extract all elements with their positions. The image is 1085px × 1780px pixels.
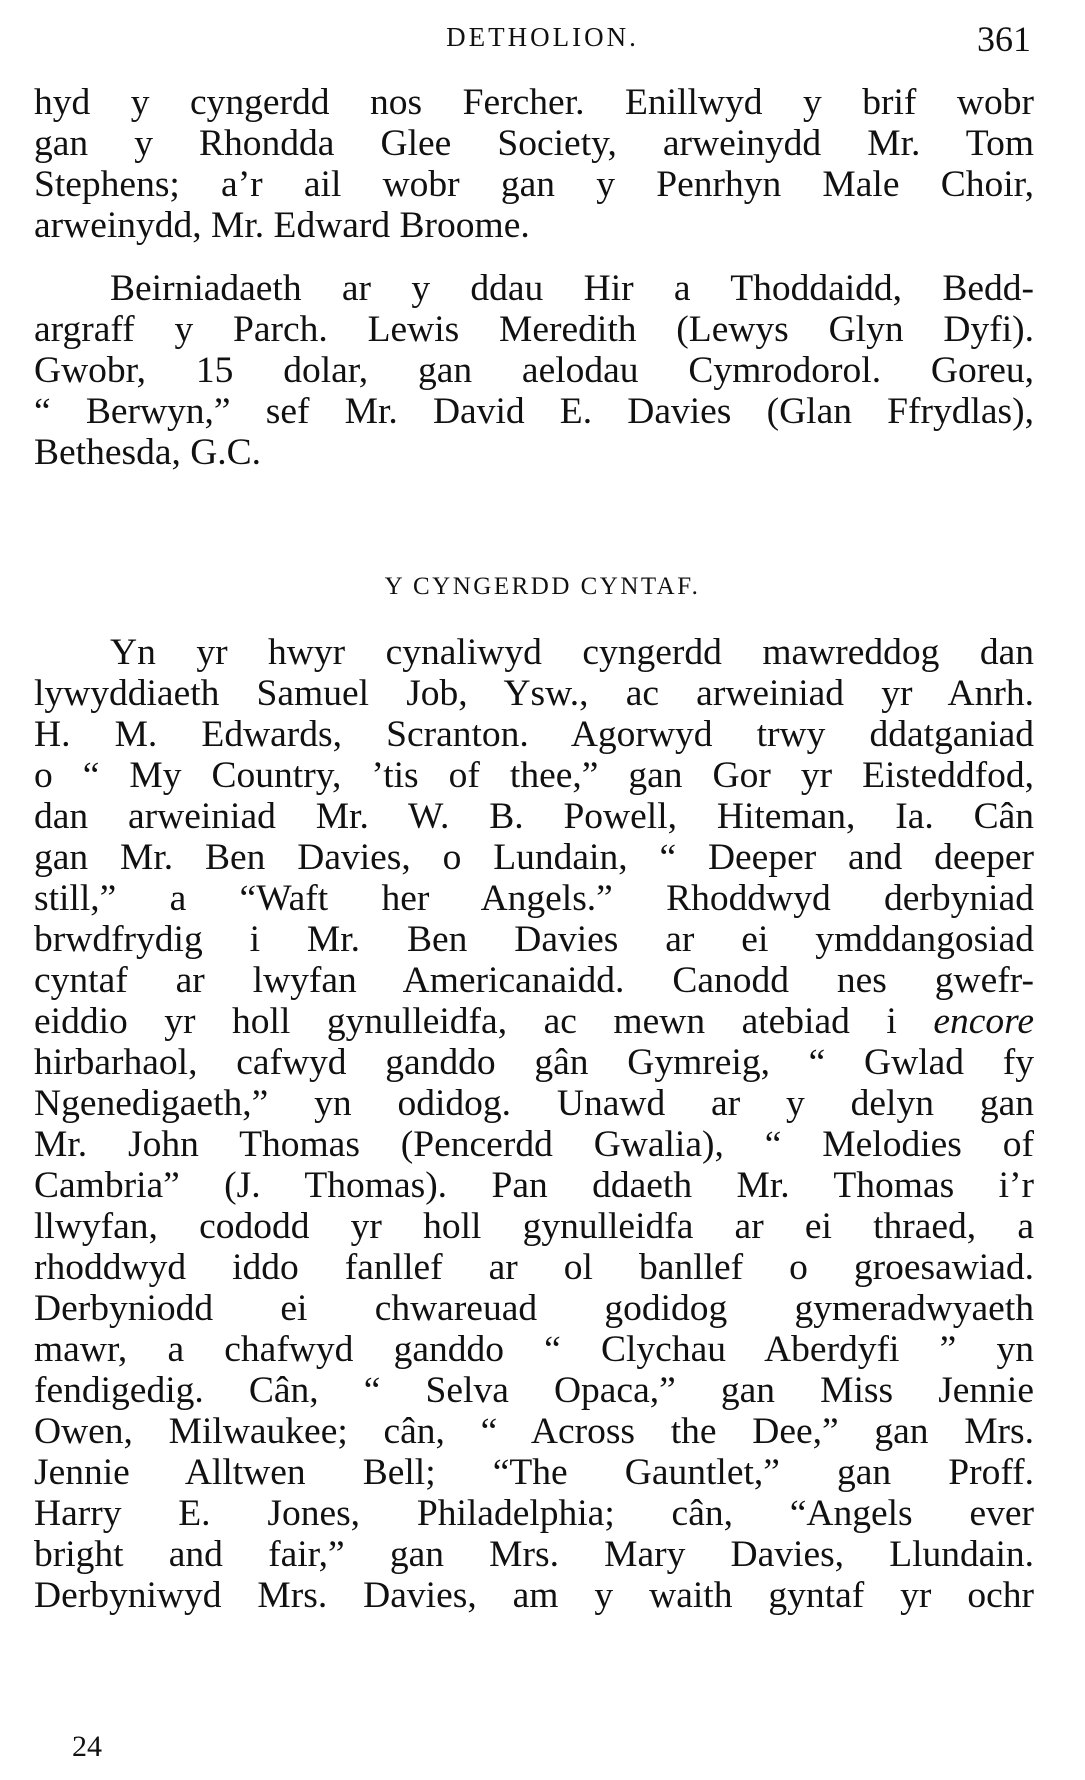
text-line: fendigedig. Cân, “ Selva Opaca,” gan Miss Jennie [34,1370,1034,1411]
text-segment: eiddio yr holl gynulleidfa, ac mewn atebiad i [34,1001,934,1042]
text-line: Bethesda, G.C. [34,432,262,473]
text-line: o “ My Country, ’tis of thee,” gan Gor yr Eisteddfod, [34,755,1034,796]
text-line: Jennie Alltwen Bell; “The Gauntlet,” gan Proff. [34,1452,1034,1493]
text-line: H. M. Edwards, Scranton. Agorwyd trwy ddatganiad [34,714,1034,755]
text-line: Gwobr, 15 dolar, gan aelodau Cymrodorol. Goreu, [34,350,1034,391]
text-line: llwyfan, cododd yr holl gynulleidfa ar ei thraed, a [34,1206,1034,1247]
text-line: mawr, a chafwyd ganddo “ Clychau Aberdyfi ” yn [34,1329,1034,1370]
text-line: still,” a “Waft her Angels.” Rhoddwyd derbyniad [34,878,1034,919]
italic-word: encore [933,1001,1034,1042]
signature-mark: 24 [72,1730,102,1763]
text-line: Cambria” (J. Thomas). Pan ddaeth Mr. Thomas i’r [34,1165,1034,1206]
text-line: arweinydd, Mr. Edward Broome. [34,205,530,246]
text-line: hirbarhaol, cafwyd ganddo gân Gymreig, “ Gwlad fy [34,1042,1034,1083]
text-line: Beirniadaeth ar y ddau Hir a Thoddaidd, Bedd- [110,268,1034,309]
text-line: rhoddwyd iddo fanllef ar ol banllef o groesawiad. [34,1247,1034,1288]
text-line: hyd y cyngerdd nos Fercher. Enillwyd y brif wobr [34,82,1034,123]
text-line: bright and fair,” gan Mrs. Mary Davies, Llundain. [34,1534,1034,1575]
text-line: brwdfrydig i Mr. Ben Davies ar ei ymddangosiad [34,919,1034,960]
section-heading: Y CYNGERDD CYNTAF. [384,573,701,600]
running-head [0,18,1085,58]
page-number: 361 [977,19,1031,59]
text-line [34,999,1034,1045]
text-line: argraff y Parch. Lewis Meredith (Lewys Glyn Dyfi). [34,309,1034,350]
text-line: Derbyniwyd Mrs. Davies, am y waith gyntaf yr ochr [34,1575,1034,1616]
text-line: gan y Rhondda Glee Society, arweinydd Mr. Tom [34,123,1034,164]
text-line: gan Mr. Ben Davies, o Lundain, “ Deeper and deeper [34,837,1034,878]
running-title: DETHOLION. [446,22,639,52]
text-line: Mr. John Thomas (Pencerdd Gwalia), “ Melodies of [34,1124,1034,1165]
text-line: “ Berwyn,” sef Mr. David E. Davies (Glan Ffrydlas), [34,391,1034,432]
text-line: lywyddiaeth Samuel Job, Ysw., ac arweiniad yr Anrh. [34,673,1034,714]
text-line: Yn yr hwyr cynaliwyd cyngerdd mawreddog dan [110,632,1034,673]
text-line: Derbyniodd ei chwareuad godidog gymeradwyaeth [34,1288,1034,1329]
text-line: Harry E. Jones, Philadelphia; cân, “Angels ever [34,1493,1034,1534]
text-line: Stephens; a’r ail wobr gan y Penrhyn Male Choir, [34,164,1034,205]
text-line: dan arweiniad Mr. W. B. Powell, Hiteman, Ia. Cân [34,796,1034,837]
text-line: cyntaf ar lwyfan Americanaidd. Canodd nes gwefr- [34,960,1034,1001]
text-line: Owen, Milwaukee; cân, “ Across the Dee,” gan Mrs. [34,1411,1034,1452]
text-line: Ngenedigaeth,” yn odidog. Unawd ar y delyn gan [34,1083,1034,1124]
